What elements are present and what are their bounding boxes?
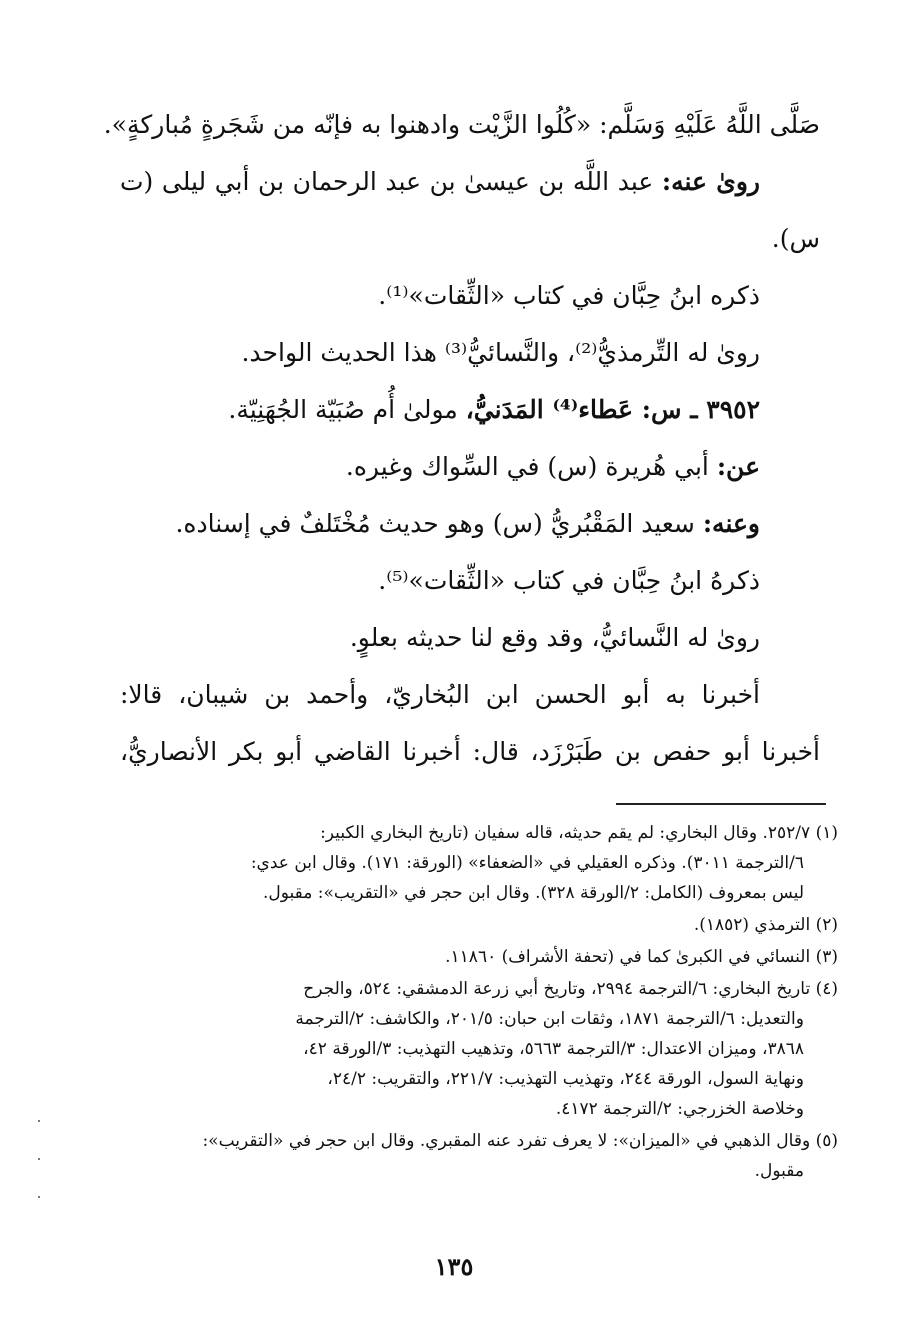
entry-heading: ٣٩٥٢ ـ س: عَطاء⁽⁴⁾ المَدَنيُّ، [465,395,760,424]
main-text [103,96,820,780]
speck [38,1120,40,1122]
text-line [120,723,820,780]
line-text: مولىٰ أُم صُبَيّة الجُهَنِيّة. [228,395,466,424]
line-text: س). [771,224,820,253]
footnote-line: (٥) وقال الذهبي في «الميزان»: لا يعرف تفرد عنه المقبري. وقال ابن حجر في «التقريب»: [202,1131,838,1151]
footnote-line: ونهاية السول، الورقة ٢٤٤، وتهذيب التهذيب: ٢٢١/٧، والتقريب: ٢٤/٢، [327,1069,804,1089]
footnote [130,942,838,972]
text-line [120,153,820,210]
footnote-line: مقبول. [754,1161,804,1181]
text-line [120,210,820,267]
footnote-line: (١) ٢٥٢/٧. وقال البخاري: لم يقم حديثه، قاله سفيان (تاريخ البخاري الكبير: [320,823,838,843]
footnote-line: والتعديل: ٦/الترجمة ١٨٧١، وثقات ابن حبان: ٢٠١/٥، والكاشف: ٢/الترجمة [295,1009,804,1029]
footnote-line: وخلاصة الخزرجي: ٢/الترجمة ٤١٧٢. [555,1099,804,1119]
footnote [130,910,838,940]
speck [38,1158,40,1160]
scan-margin-specks [38,1120,44,1230]
line-text: أخبرنا أبو حفص بن طَبَرْزَد، قال: أخبرنا القاضي أبو بكر الأنصاريُّ، [120,737,820,766]
footnote [130,1126,838,1186]
speck [38,1196,40,1198]
text-line [120,324,820,381]
text-line [120,552,820,609]
text-line [120,609,820,666]
line-label: عن: [716,452,760,481]
footnotes [130,818,838,1188]
text-line [120,495,820,552]
footnote-line: ٣٨٦٨، وميزان الاعتدال: ٣/الترجمة ٥٦٦٣، وتذهيب التهذيب: ٣/الورقة ٤٢، [303,1039,804,1059]
footnote-line: (٣) النسائي في الكبرىٰ كما في (تحفة الأشراف) ١١٨٦٠. [445,947,838,967]
text-line [120,381,820,438]
line-text: سعيد المَقْبُريُّ (س) وهو حديث مُخْتَلفٌ في إسناده. [175,509,703,538]
line-text: ذكره ابنُ حِبَّان في كتاب «الثِّقات»⁽¹⁾. [378,281,760,310]
footnote-line: (٤) تاريخ البخاري: ٦/الترجمة ٢٩٩٤، وتاريخ أبي زرعة الدمشقي: ٥٢٤، والجرح [303,979,838,999]
footnote-separator [616,803,826,805]
line-text: روىٰ له النَّسائيُّ، وقد وقع لنا حديثه بعلوٍ. [349,623,760,652]
line-text: صَلَّى اللَّهُ عَلَيْهِ وَسَلَّم: «كُلُوا الزَّيْت وادهنوا به فإنّه من شَجَرةٍ مُباركةٍ». [103,110,820,139]
line-text: روىٰ له التِّرمذيُّ⁽²⁾، والنَّسائيُّ⁽³⁾ هذا الحديث الواحد. [241,338,760,367]
line-text: ذكرهُ ابنُ حِبَّان في كتاب «الثِّقات»⁽⁵⁾. [378,566,760,595]
footnote-line: ليس بمعروف (الكامل: ٢/الورقة ٣٢٨). وقال ابن حجر في «التقريب»: مقبول. [262,883,804,903]
line-label: وعنه: [702,509,760,538]
text-line [120,267,820,324]
footnote [130,818,838,908]
text-line [120,666,820,723]
text-line [103,96,820,153]
footnote-line: (٢) الترمذي (١٨٥٢). [693,915,838,935]
page-number: ١٣٥ [434,1252,474,1281]
line-text: عبد اللَّه بن عيسىٰ بن عبد الرحمان بن أبي ليلى (ت [120,167,662,196]
line-text: أخبرنا به أبو الحسن ابن البُخاريّ، وأحمد بن شيبان، قالا: [120,680,760,709]
footnote [130,974,838,1124]
line-label: روىٰ عنه: [661,167,760,196]
footnote-line: ٦/الترجمة ٣٠١١). وذكره العقيلي في «الضعفاء» (الورقة: ١٧١). وقال ابن عدي: [250,853,804,873]
text-line [120,438,820,495]
line-text: أبي هُريرة (س) في السِّواك وغيره. [345,452,717,481]
